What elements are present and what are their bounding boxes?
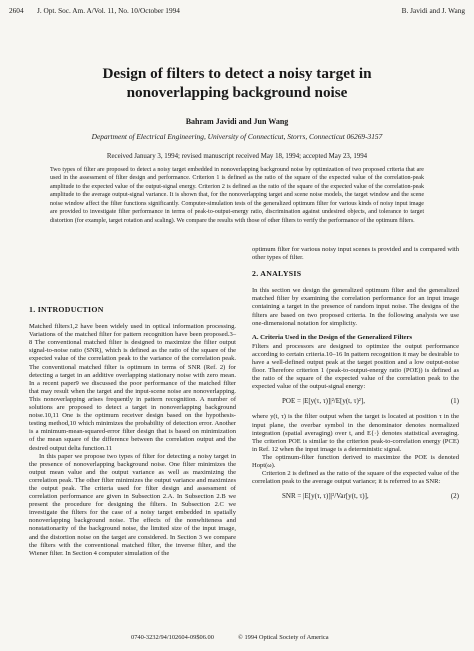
abstract: Two types of filter are proposed to detect a noisy target embedded in nonoverlapping background noise by optimization of two proposed criteria that are used in the assessment of filter design and performance. Criterion 1 is defined as the ratio of the square of the expected value of the correlation-peak amplitude to the expected value of the output-signal energy. Criterion 2 is defined as the ratio of the square of the expected value of the correlation-peak amplitude to the average output-signal variance. It is shown that, for the nonoverlapping target and scene noise models, the target window and the scene noise window affect the filter functions significantly. Computer-simulation tests of the generalized optimum filter for various kinds of noisy input image are provided to investigate filter performance in terms of peak-to-output-energy ratio, discrimination against undesired objects, and tolerance to target distortion (for example, target rotation and scaling). We compare the results with those of other filters to verify the performance of the optimum filters. <box>50 167 424 224</box>
title-line: nonoverlapping background noise <box>126 84 348 101</box>
affiliation: Department of Electrical Engineering, University of Connecticut, Storrs, Connecticut 06269-3157 <box>91 132 383 141</box>
equation-body: SNR = |E[y(τ, τ)]|²/Var[y(t, τ)], <box>282 492 369 501</box>
equation-body: POE = |E[y(τ, τ)]|²/E[y(t, τ)²], <box>282 397 365 406</box>
equation-number: (1) <box>450 397 459 406</box>
equation-number: (2) <box>450 492 459 501</box>
page-footer <box>0 634 474 644</box>
body-paragraph: In this paper we propose two types of filter for detecting a noisy target in the presence of nonoverlapping background noise. One filter minimizes the output mean value and the output variance as well as maximizing the correlation peak. The other filter minimizes the output variance and maximizes the output peak. The criteria used for filter design and assessment of correlation performance are given in Subsection 2.A. In Subsection 2.B we present the procedure for designing the filters. In Subsection 2.C we investigate the filters for the case of a noisy target embedded in spatially nonoverlapping background noise. The effects of the nonwhiteness and nonstationarity of the background noise, the limited size of the input image, and the distortion noise on the target are considered. In Section 3 we compare the filters with the conventional matched filter, the inverse filter, and the Wiener filter. In Section 4 computer simulation of the <box>29 452 236 557</box>
section-heading-analysis: 2. ANALYSIS <box>252 269 302 279</box>
body-paragraph: where y(t, τ) is the filter output when the target is located at position τ in the input plane, the overbar symbol in the denominator denotes normalized integration (spatial averaging) over t, and E{·} denotes statistical averaging. The criterion POE is similar to the criterion peak-to-correlation energy (PCE) in Ref. 12 when the input image is a deterministic signal. <box>252 413 459 453</box>
running-header <box>9 6 465 18</box>
copyright: © 1994 Optical Society of America <box>238 634 329 641</box>
body-paragraph: Criterion 2 is defined as the ratio of the square of the expected value of the correlation peak to the average output variance; it is referred to as SNR: <box>252 470 459 486</box>
body-paragraph: In this section we design the generalized optimum filter and the generalized matched filter by examining the correlation performance for an input image containing a target in the presence of random input noise. The designs of the filters are based on two proposed criteria. In the following analysis we use one-dimensional notation for simplicity. <box>252 287 459 327</box>
title-line: Design of filters to detect a noisy target in <box>102 65 372 82</box>
journal-citation: J. Opt. Soc. Am. A/Vol. 11, No. 10/October 1994 <box>37 6 180 15</box>
article-code: 0740-3232/94/102604-09$06.00 <box>131 634 214 641</box>
page-number: 2604 <box>9 6 24 15</box>
body-paragraph: Matched filters1,2 have been widely used in optical information processing. Variations of the matched filter for pattern recognition have been proposed.3–8 The conventional matched filter is designed to maximize the filter output signal-to-noise ratio (SNR), which is defined as the ratio of the square of the expected value of the correlation peak to the variance of the correlation peak. The conventional matched filter is optimum in terms of SNR (Ref. 2) for detecting a target in an additive overlapping stationary noise with zero mean. In a recent paper9 we discussed the poor performance of the matched filter that may result when the target and the input-scene noise are nonoverlapping. This nonoverlapping arises frequently in pattern recognition. A number of solutions are proposed to detect a target in nonoverlapping background noise.10,11 One is the optimum receiver design based on the hypothesis-testing method,10 which minimizes the probability of detection error. Another is a minimum-mean-squared-error filter design that is based on minimization of the mean square of the difference between the correlation output and the desired output delta function.11 <box>29 323 236 452</box>
received-dates: Received January 3, 1994; revised manuscript received May 18, 1994; accepted May 23, 1994 <box>106 153 368 160</box>
equation-1 <box>252 395 459 409</box>
body-paragraph: Filters and processors are designed to optimize the output performance according to certain criteria.10–16 In pattern recognition it may be desirable to have a well-defined output peak at the target position and a low output-noise floor. Therefore criterion 1 (peak-to-output-energy ratio (POE)) is defined as the ratio of the square of the expected value of the correlation peak to the expected value of the output-signal energy: <box>252 342 459 391</box>
section-heading-introduction: 1. INTRODUCTION <box>29 305 104 314</box>
running-authors: B. Javidi and J. Wang <box>401 6 465 15</box>
paper-title <box>40 64 434 102</box>
left-column <box>29 306 236 558</box>
subsection-heading: A. Criteria Used in the Design of the Generalized Filters <box>252 333 413 341</box>
author-names: Bahram Javidi and Jun Wang <box>185 117 289 126</box>
equation-2 <box>252 490 459 504</box>
right-column <box>252 246 459 508</box>
body-paragraph: optimum filter for various noisy input scenes is provided and is compared with other types of filter. <box>252 246 459 262</box>
body-paragraph: The optimum-filter function derived to maximize the POE is denoted Hopt(ω). <box>252 453 459 469</box>
